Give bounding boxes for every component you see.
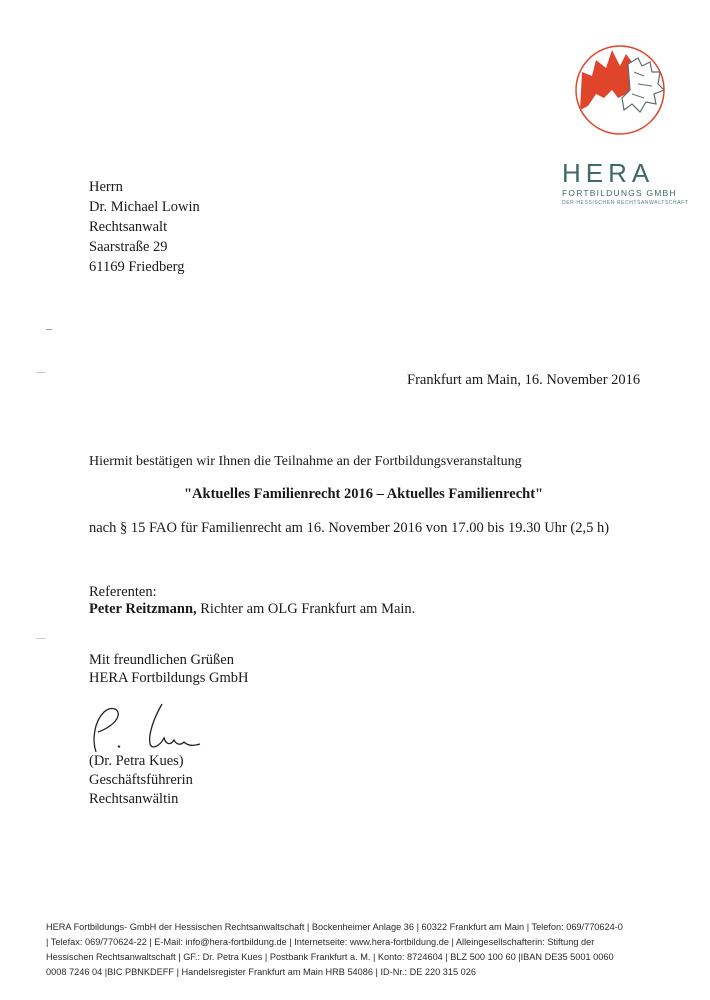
hera-eagle-icon xyxy=(568,32,672,142)
speaker-name: Peter Reitzmann, xyxy=(89,601,197,617)
logo-subtitle: FORTBILDUNGS GMBH xyxy=(562,188,677,198)
scan-mark xyxy=(36,638,46,639)
event-detail: nach § 15 FAO für Familienrecht am 16. November 2016 von 17.00 bis 19.30 Uhr (2,5 h) xyxy=(89,520,610,536)
recipient-city: 61169 Friedberg xyxy=(89,259,185,275)
event-title: "Aktuelles Familienrecht 2016 – Aktuelles Familienrecht" xyxy=(184,486,544,502)
logo-name: HERA xyxy=(562,158,655,188)
signer-profession: Rechtsanwältin xyxy=(89,791,179,807)
recipient-profession: Rechtsanwalt xyxy=(89,219,168,235)
scan-mark xyxy=(46,329,52,330)
speaker-role: Richter am OLG Frankfurt am Main. xyxy=(196,601,416,617)
logo-tagline: DER HESSISCHEN RECHTSANWALTSCHAFT xyxy=(562,200,689,206)
closing xyxy=(89,651,249,687)
signer-title: Geschäftsführerin xyxy=(89,772,193,788)
closing-company: HERA Fortbildungs GmbH xyxy=(89,670,249,686)
footer-line: HERA Fortbildungs- GmbH der Hessischen Rechtsanwaltschaft | Bockenheimer Anlage 36 | 60322 Frankfurt am Main | Telefon: 069/770624-0 xyxy=(46,922,623,932)
signer-name: (Dr. Petra Kues) xyxy=(89,753,184,769)
date-line: Frankfurt am Main, 16. November 2016 xyxy=(407,372,641,388)
closing-greeting: Mit freundlichen Grüßen xyxy=(89,652,234,668)
footer xyxy=(46,920,671,980)
hera-logo xyxy=(560,32,689,206)
recipient-street: Saarstraße 29 xyxy=(89,239,168,255)
signer-block xyxy=(89,752,193,809)
scan-mark xyxy=(36,372,46,373)
recipient-salutation: Herrn xyxy=(89,179,123,195)
footer-line: 0008 7246 04 |BIC PBNKDEFF | Handelsregister Frankfurt am Main HRB 54086 | ID-Nr.: DE 220 315 026 xyxy=(46,967,476,977)
handwritten-signature xyxy=(84,700,224,760)
speaker-line xyxy=(89,601,415,618)
recipient-address xyxy=(89,177,200,277)
speakers-label: Referenten: xyxy=(89,584,157,600)
footer-line: | Telefax: 069/770624-22 | E-Mail: info@hera-fortbildung.de | Internetseite: www.hera-fortbildung.de | Alleingesellschafterin: Stiftung der xyxy=(46,937,595,947)
recipient-name: Dr. Michael Lowin xyxy=(89,199,200,215)
footer-line: Hessischen Rechtsanwaltschaft | GF.: Dr. Petra Kues | Postbank Frankfurt a. M. | Konto: 8724604 | BLZ 500 100 60 |IBAN DE35 5001 0060 xyxy=(46,952,614,962)
intro-text: Hiermit bestätigen wir Ihnen die Teilnahme an der Fortbildungsveranstaltung xyxy=(89,454,522,469)
